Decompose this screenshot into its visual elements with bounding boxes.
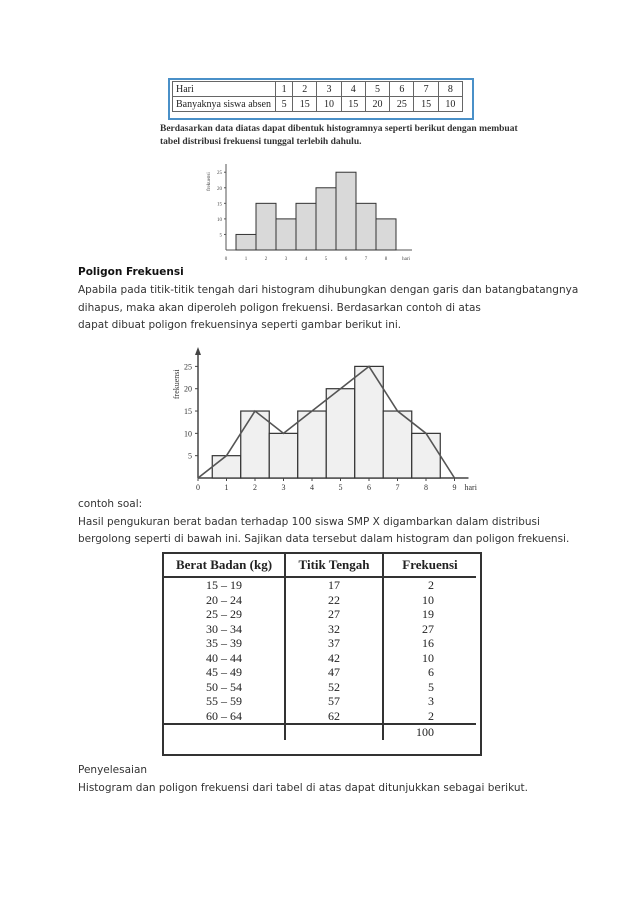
table-cell: 10 bbox=[422, 650, 434, 665]
histogram-caption bbox=[160, 123, 518, 149]
table-cell bbox=[164, 724, 285, 740]
x-tick-label: 3 bbox=[284, 257, 288, 262]
x-tick-label: 7 bbox=[364, 257, 368, 262]
table-cell: 30 – 34 bbox=[164, 622, 285, 637]
histogram-bar bbox=[383, 411, 412, 478]
x-tick-label: 9 bbox=[452, 483, 457, 492]
column-header: Berat Badan (kg) bbox=[164, 554, 285, 577]
x-tick-label: 6 bbox=[367, 483, 371, 492]
paragraph-line: Histogram dan poligon frekuensi dari tabel di atas dapat ditunjukkan sebagai berikut. bbox=[78, 782, 528, 794]
table-row bbox=[164, 577, 476, 593]
table-cell: 37 bbox=[285, 636, 383, 651]
x-axis-label: hari bbox=[464, 483, 477, 492]
table-cell: 8 bbox=[438, 82, 462, 97]
table-cell: 7 bbox=[414, 82, 438, 97]
table-cell: 57 bbox=[285, 694, 383, 709]
table-cell: 27 bbox=[422, 621, 434, 636]
y-axis-arrow-icon bbox=[195, 347, 201, 355]
y-tick-label: 15 bbox=[184, 407, 192, 417]
table-row bbox=[164, 622, 476, 637]
table-row bbox=[164, 694, 476, 709]
y-tick-label: 20 bbox=[217, 186, 222, 192]
histogram-bar bbox=[336, 172, 356, 250]
x-tick-label: hari bbox=[402, 257, 410, 262]
histogram-bar bbox=[412, 433, 441, 478]
histogram-bar bbox=[256, 203, 276, 250]
table1-row2-label: Banyaknya siswa absen bbox=[173, 97, 276, 112]
y-tick-label: 10 bbox=[217, 217, 222, 223]
table-row bbox=[164, 651, 476, 666]
histogram-bar bbox=[356, 203, 376, 250]
column-header: Titik Tengah bbox=[285, 554, 383, 577]
table-cell: 2 bbox=[293, 82, 317, 97]
table-row bbox=[164, 636, 476, 651]
y-tick-label: 25 bbox=[184, 362, 192, 372]
table-cell: 5 bbox=[276, 97, 293, 112]
table-cell: 15 bbox=[414, 97, 438, 112]
table-cell: 2 bbox=[428, 708, 434, 723]
table-row bbox=[164, 665, 476, 680]
table-cell: 15 bbox=[341, 97, 365, 112]
x-tick-label: 3 bbox=[281, 483, 286, 492]
table-cell: 17 bbox=[285, 577, 383, 593]
table-cell: 22 bbox=[285, 593, 383, 608]
table-cell: 35 – 39 bbox=[164, 636, 285, 651]
table-cell: 10 bbox=[422, 592, 434, 607]
x-tick-label: 2 bbox=[253, 483, 257, 492]
contoh-title: contoh soal: bbox=[78, 498, 143, 510]
y-axis-label: frekuensi bbox=[207, 172, 212, 191]
caption-line: tabel distribusi frekuensi tunggal terlebih dahulu. bbox=[160, 137, 362, 147]
x-tick-label: 8 bbox=[384, 257, 388, 262]
absence-table bbox=[172, 81, 463, 112]
x-tick-label: 7 bbox=[395, 483, 400, 492]
y-tick-label: 20 bbox=[184, 384, 192, 394]
x-tick-label: 8 bbox=[424, 483, 428, 492]
paragraph-line: bergolong seperti di bawah ini. Sajikan data tersebut dalam histogram dan poligon frekuensi. bbox=[78, 533, 570, 545]
histogram-bar bbox=[276, 219, 296, 250]
table-header-row bbox=[164, 554, 476, 577]
table-cell: 2 bbox=[428, 578, 434, 592]
table-row bbox=[173, 82, 463, 97]
histogram-bar bbox=[376, 219, 396, 250]
table-cell: 32 bbox=[285, 622, 383, 637]
table-cell: 15 bbox=[293, 97, 317, 112]
table-cell bbox=[285, 724, 383, 740]
x-tick-label: 0 bbox=[224, 257, 228, 262]
table-row bbox=[164, 607, 476, 622]
histogram-bar bbox=[269, 433, 298, 478]
paragraph-line: Apabila pada titik-titik tengah dari histogram dihubungkan dengan garis dan batangbatangnya bbox=[78, 284, 579, 296]
table-cell: 20 – 24 bbox=[164, 593, 285, 608]
histogram-bar bbox=[212, 456, 241, 478]
table-cell: 10 bbox=[438, 97, 462, 112]
table-cell: 42 bbox=[285, 651, 383, 666]
table-cell: 15 – 19 bbox=[164, 577, 285, 593]
table-total-row bbox=[164, 724, 476, 740]
y-axis-label: frekuensi bbox=[172, 369, 181, 400]
penyelesaian-title: Penyelesaian bbox=[78, 764, 148, 776]
table-cell: 50 – 54 bbox=[164, 680, 285, 695]
x-tick-label: 4 bbox=[310, 483, 314, 492]
table-cell: 25 – 29 bbox=[164, 607, 285, 622]
x-tick-label: 4 bbox=[304, 257, 308, 262]
table-cell: 25 bbox=[390, 97, 414, 112]
table-cell: 62 bbox=[285, 709, 383, 725]
paragraph-line: dapat dibuat poligon frekuensinya seperti gambar berikut ini. bbox=[78, 319, 402, 331]
table-row bbox=[164, 593, 476, 608]
paragraph-line: Hasil pengukuran berat badan terhadap 100 siswa SMP X digambarkan dalam distribusi bbox=[78, 516, 540, 528]
poligon-title: Poligon Frekuensi bbox=[78, 266, 184, 278]
table-cell: 27 bbox=[285, 607, 383, 622]
histogram-bar bbox=[236, 234, 256, 250]
histogram-bar bbox=[326, 389, 355, 478]
y-tick-label: 25 bbox=[217, 171, 222, 177]
table-cell: 6 bbox=[428, 665, 434, 679]
table-cell: 47 bbox=[285, 665, 383, 680]
table-row bbox=[164, 709, 476, 725]
y-tick-label: 10 bbox=[184, 429, 192, 439]
table-cell: 45 – 49 bbox=[164, 665, 285, 680]
x-tick-label: 1 bbox=[244, 257, 248, 262]
table-cell: 3 bbox=[317, 82, 341, 97]
table-cell: 20 bbox=[365, 97, 389, 112]
table-row bbox=[164, 680, 476, 695]
table-row bbox=[173, 97, 463, 112]
table-cell: 55 – 59 bbox=[164, 694, 285, 709]
frequency-polygon-chart bbox=[170, 343, 500, 495]
x-tick-label: 0 bbox=[196, 483, 200, 492]
histogram-bar bbox=[316, 188, 336, 250]
table-cell: 60 – 64 bbox=[164, 709, 285, 725]
table-cell: 19 bbox=[422, 607, 434, 621]
y-tick-label: 5 bbox=[188, 451, 192, 461]
column-header: Frekuensi bbox=[383, 554, 476, 577]
table-cell: 52 bbox=[285, 680, 383, 695]
table-cell: 10 bbox=[317, 97, 341, 112]
x-tick-label: 5 bbox=[324, 257, 328, 262]
table-cell: 6 bbox=[390, 82, 414, 97]
table-total-cell: 100 bbox=[383, 724, 476, 740]
x-tick-label: 6 bbox=[344, 257, 348, 262]
paragraph-line: dihapus, maka akan diperoleh poligon frekuensi. Berdasarkan contoh di atas bbox=[78, 302, 481, 314]
table-cell: 16 bbox=[422, 636, 434, 650]
x-tick-label: 1 bbox=[224, 483, 229, 492]
weight-distribution-table bbox=[164, 554, 476, 740]
histogram-bar bbox=[241, 411, 270, 478]
histogram-bar bbox=[296, 203, 316, 250]
table-cell: 5 bbox=[365, 82, 389, 97]
table-cell: 3 bbox=[428, 694, 434, 708]
x-tick-label: 2 bbox=[264, 257, 268, 262]
caption-line: Berdasarkan data diatas dapat dibentuk histogramnya seperti berikut dengan membuat bbox=[160, 124, 518, 134]
table-cell: 4 bbox=[341, 82, 365, 97]
x-tick-label: 5 bbox=[338, 483, 343, 492]
y-tick-label: 5 bbox=[219, 233, 222, 239]
histogram-bar bbox=[298, 411, 327, 478]
table1-row1-label: Hari bbox=[173, 82, 276, 97]
table-cell: 5 bbox=[428, 679, 434, 694]
table-cell: 40 – 44 bbox=[164, 651, 285, 666]
histogram-chart bbox=[200, 158, 420, 262]
table-cell: 1 bbox=[276, 82, 293, 97]
y-tick-label: 15 bbox=[217, 202, 222, 208]
